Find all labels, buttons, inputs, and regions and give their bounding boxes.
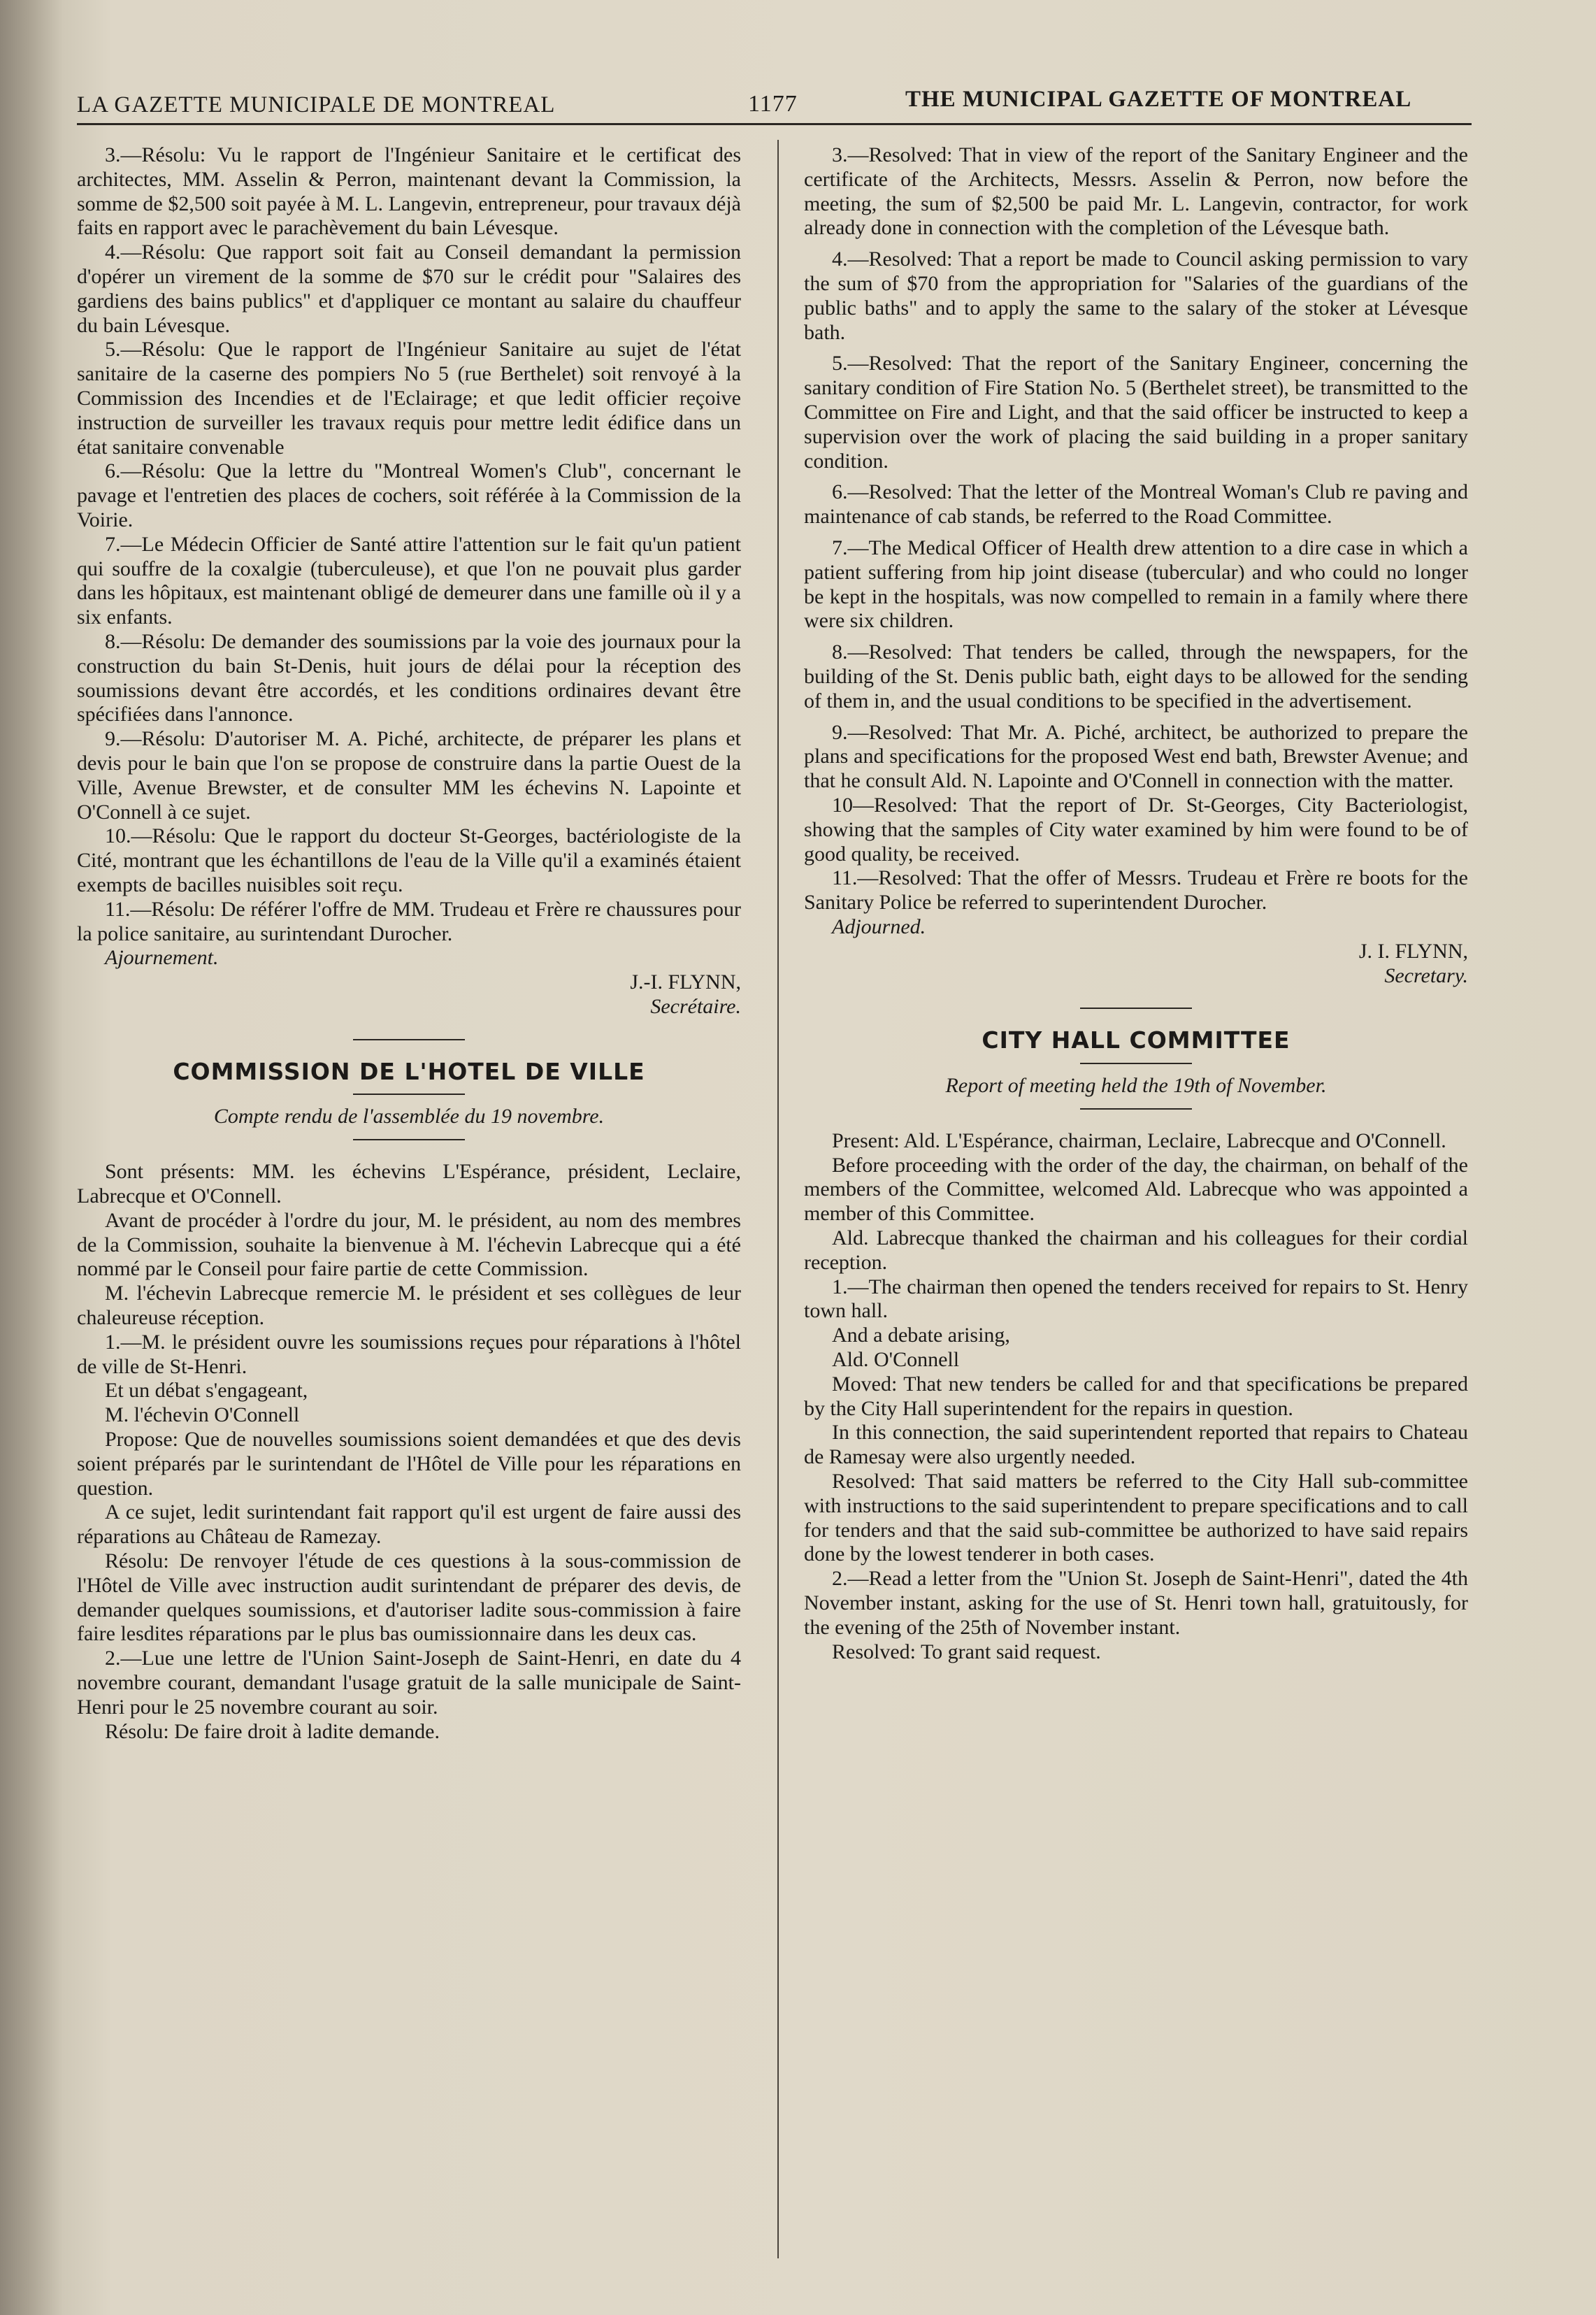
fr-alderman: M. l'échevin O'Connell bbox=[105, 1403, 300, 1427]
column-divider bbox=[777, 140, 779, 2258]
en-resolution-6: 6.—Resolved: That the letter of the Montreal Woman's Club re paving and maintenance of cab stands, be referred to the Road Committee. bbox=[804, 480, 1468, 529]
en-present: Present: Ald. L'Espérance, chairman, Leclaire, Labrecque and O'Connell. bbox=[832, 1128, 1446, 1152]
fr-debate: Et un débat s'engageant, bbox=[105, 1379, 308, 1403]
fr-adjournment: Ajournement. bbox=[105, 946, 219, 970]
en-section-subheading: Report of meeting held the 19th of November. bbox=[945, 1074, 1327, 1098]
fr-resolution-refer: Résolu: De renvoyer l'étude de ces questions à la sous-commission de l'Hôtel de Ville avec instruction audit surintendant de préparer des devis, de demander quelques soumissions, et d'autoriser ladite sous-commission à faire faire lesdites réparations par le plus bas oumissionnaire dans les deux cas. bbox=[77, 1549, 741, 1646]
fr-report: A ce sujet, ledit surintendant fait rapport qu'il est urgent de faire aussi des réparations au Château de Ramezay. bbox=[77, 1500, 741, 1549]
fr-resolution-5: 5.—Résolu: Que le rapport de l'Ingénieur Sanitaire au sujet de l'état sanitaire de la caserne des pompiers No 5 (rue Berthelet) soit renvoyé à la Commission des Incendies et de l'Eclairage; et que ledit officier reçoive instruction de surveiller les travaux requis pour mettre ledit édifice dans un état sanitaire convenable bbox=[77, 338, 741, 459]
header-english-title: THE MUNICIPAL GAZETTE OF MONTREAL bbox=[905, 87, 1412, 112]
fr-resolution-grant: Résolu: De faire droit à ladite demande. bbox=[105, 1719, 440, 1743]
fr-welcome: Avant de procéder à l'ordre du jour, M. le président, au nom des membres de la Commission, souhaite la bienvenue à M. l'échevin Labrecque qui a été nommé par le Conseil pour faire partie de cette Commission. bbox=[77, 1208, 741, 1281]
en-section-heading: CITY HALL COMMITTEE bbox=[982, 1026, 1291, 1054]
en-adjournment: Adjourned. bbox=[832, 915, 926, 938]
fr-resolution-10: 10.—Résolu: Que le rapport du docteur St-Georges, bactériologiste de la Cité, montrant que les échantillons de l'eau de la Ville qu'il a examinés étaient exempts de bacilles nuisibles soit reçu. bbox=[77, 824, 741, 896]
en-resolution-refer: Resolved: That said matters be referred to the City Hall sub-committee with instructions to the said superintendent to prepare specifications and to call for tenders and that the said sub-committee be authorized to have said repairs done by the lowest tenderer in both cases. bbox=[804, 1470, 1468, 1566]
en-resolution-5: 5.—Resolved: That the report of the Sanitary Engineer, concerning the sanitary condition of Fire Station No. 5 (Berthelet street), be transmitted to the Committee on Fire and Light, and that the said officer be instructed to keep a supervision over the work of placing the said building in a proper sanitary condition. bbox=[804, 352, 1468, 473]
en-item-7: 7.—The Medical Officer of Health drew attention to a dire case in which a patient suffering from hip joint disease (tubercular) and who could no longer be kept in the hospitals, was now compelled to remain in a family where there were six children. bbox=[804, 536, 1468, 633]
en-resolution-grant: Resolved: To grant said request. bbox=[832, 1640, 1101, 1663]
en-letter: 2.—Read a letter from the "Union St. Joseph de Saint-Henri", dated the 4th November instant, asking for the use of St. Henri town hall, gratuitously, for the evening of the 25th of November instant. bbox=[804, 1567, 1468, 1639]
en-report: In this connection, the said superintendent reported that repairs to Chateau de Ramesay were also urgently needed. bbox=[804, 1421, 1468, 1469]
fr-thanks: M. l'échevin Labrecque remercie M. le président et ses collègues de leur chaleureuse réception. bbox=[77, 1282, 741, 1330]
fr-resolution-8: 8.—Résolu: De demander des soumissions par la voie des journaux pour la construction du bain St-Denis, huit jours de délai pour la réception des soumissions devant être accordés, et les conditions ordinaires devant être spécifiées dans l'annonce. bbox=[77, 629, 741, 726]
english-column bbox=[804, 143, 1468, 1664]
page-number: 1177 bbox=[748, 91, 798, 117]
fr-proposal: Propose: Que de nouvelles soumissions soient demandées et que des devis soient préparés par le surintendant de l'Hôtel de Ville pour les réparations en question. bbox=[77, 1428, 741, 1500]
fr-tenders-opened: 1.—M. le président ouvre les soumissions reçues pour réparations à l'hôtel de ville de St-Henri. bbox=[77, 1330, 741, 1378]
fr-section-heading: COMMISSION DE L'HOTEL DE VILLE bbox=[173, 1057, 645, 1085]
header-french-title: LA GAZETTE MUNICIPALE DE MONTREAL bbox=[77, 92, 556, 117]
en-resolution-11: 11.—Resolved: That the offer of Messrs. Trudeau et Frère re boots for the Sanitary Police be referred to superintendent Durocher. bbox=[804, 866, 1468, 915]
en-signature-name: J. I. FLYNN, bbox=[1358, 939, 1468, 963]
fr-resolution-9: 9.—Résolu: D'autoriser M. A. Piché, architecte, de préparer les plans et devis pour le bain que l'on se propose de construire dans la partie Ouest de la Ville, Avenue Brewster, et de consulter MM les échevins N. Lapointe et O'Connell à ce sujet. bbox=[77, 727, 741, 824]
fr-letter: 2.—Lue une lettre de l'Union Saint-Joseph de Saint-Henri, en date du 4 novembre courant, demandant l'usage gratuit de la salle municipale de Saint-Henri pour le 25 novembre courant au soir. bbox=[77, 1647, 741, 1719]
en-resolution-9: 9.—Resolved: That Mr. A. Piché, architect, be authorized to prepare the plans and specifications for the proposed West end bath, Brewster Avenue; and that he consult Ald. N. Lapointe and O'Connell in connection with the matter. bbox=[804, 720, 1468, 793]
fr-resolution-4: 4.—Résolu: Que rapport soit fait au Conseil demandant la permission d'opérer un virement de la somme de $70 sur le crédit pour "Salaires des gardiens des bains publics" et d'appliquer ce montant au salaire du chauffeur du bain Lévesque. bbox=[77, 241, 741, 337]
fr-resolution-6: 6.—Résolu: Que la lettre du "Montreal Women's Club", concernant le pavage et l'entretien des places de cochers, soit référée à la Commission de la Voirie. bbox=[77, 459, 741, 531]
en-alderman: Ald. O'Connell bbox=[832, 1348, 960, 1372]
fr-signature-name: J.-I. FLYNN, bbox=[630, 970, 741, 994]
fr-item-7: 7.—Le Médecin Officier de Santé attire l'attention sur le fait qu'un patient qui souffre de la coxalgie (tuberculeuse), et que l'on ne pouvait plus garder dans les hôpitaux, est maintenant obligé de demeurer dans une famille où il y a six enfants. bbox=[77, 532, 741, 629]
en-resolution-8: 8.—Resolved: That tenders be called, through the newspapers, for the building of the St. Denis public bath, eight days to be allowed for the sending of them in, and the usual conditions to be specified in the advertisement. bbox=[804, 640, 1468, 712]
en-resolution-10: 10—Resolved: That the report of Dr. St-Georges, City Bacteriologist, showing that the samples of City water examined by him were found to be of good quality, be received. bbox=[804, 793, 1468, 866]
fr-signature-role: Secrétaire. bbox=[650, 994, 741, 1018]
page-header bbox=[77, 84, 1475, 120]
en-resolution-4: 4.—Resolved: That a report be made to Council asking permission to vary the sum of $70 from the appropriation for "Salaries of the guardians of the public baths" and to apply the same to the salary of the stoker at Lévesque bath. bbox=[804, 248, 1468, 344]
en-signature-role: Secretary. bbox=[1384, 963, 1468, 987]
fr-resolution-3: 3.—Résolu: Vu le rapport de l'Ingénieur Sanitaire et le certificat des architectes, MM. Asselin & Perron, maintenant devant la Commission, la somme de $2,500 soit payée à M. L. Langevin, entrepreneur, pour travaux déjà faits en rapport avec le parachèvement du bain Lévesque. bbox=[77, 143, 741, 240]
fr-resolution-11: 11.—Résolu: De référer l'offre de MM. Trudeau et Frère re chaussures pour la police sanitaire, au surintendant Durocher. bbox=[77, 897, 741, 945]
header-rule bbox=[77, 123, 1472, 125]
en-motion: Moved: That new tenders be called for and that specifications be prepared by the City Hall superintendent for the repairs in question. bbox=[804, 1372, 1468, 1420]
en-welcome: Before proceeding with the order of the day, the chairman, on behalf of the members of the Committee, welcomed Ald. Labrecque who was appointed a member of this Committee. bbox=[804, 1153, 1468, 1226]
french-column bbox=[77, 143, 741, 1744]
en-thanks: Ald. Labrecque thanked the chairman and his colleagues for their cordial reception. bbox=[804, 1226, 1468, 1274]
fr-section-subheading: Compte rendu de l'assemblée du 19 novembre. bbox=[213, 1105, 605, 1128]
en-debate: And a debate arising, bbox=[832, 1324, 1010, 1347]
fr-present: Sont présents: MM. les échevins L'Espérance, président, Leclaire, Labrecque et O'Connell. bbox=[77, 1160, 741, 1208]
en-tenders-opened: 1.—The chairman then opened the tenders received for repairs to St. Henry town hall. bbox=[804, 1275, 1468, 1323]
en-resolution-3: 3.—Resolved: That in view of the report of the Sanitary Engineer and the certificate of the Architects, Messrs. Asselin & Perron, now before the meeting, the sum of $2,500 be paid Mr. L. Langevin, contractor, for work already done in connection with the completion of the Lévesque bath. bbox=[804, 143, 1468, 240]
